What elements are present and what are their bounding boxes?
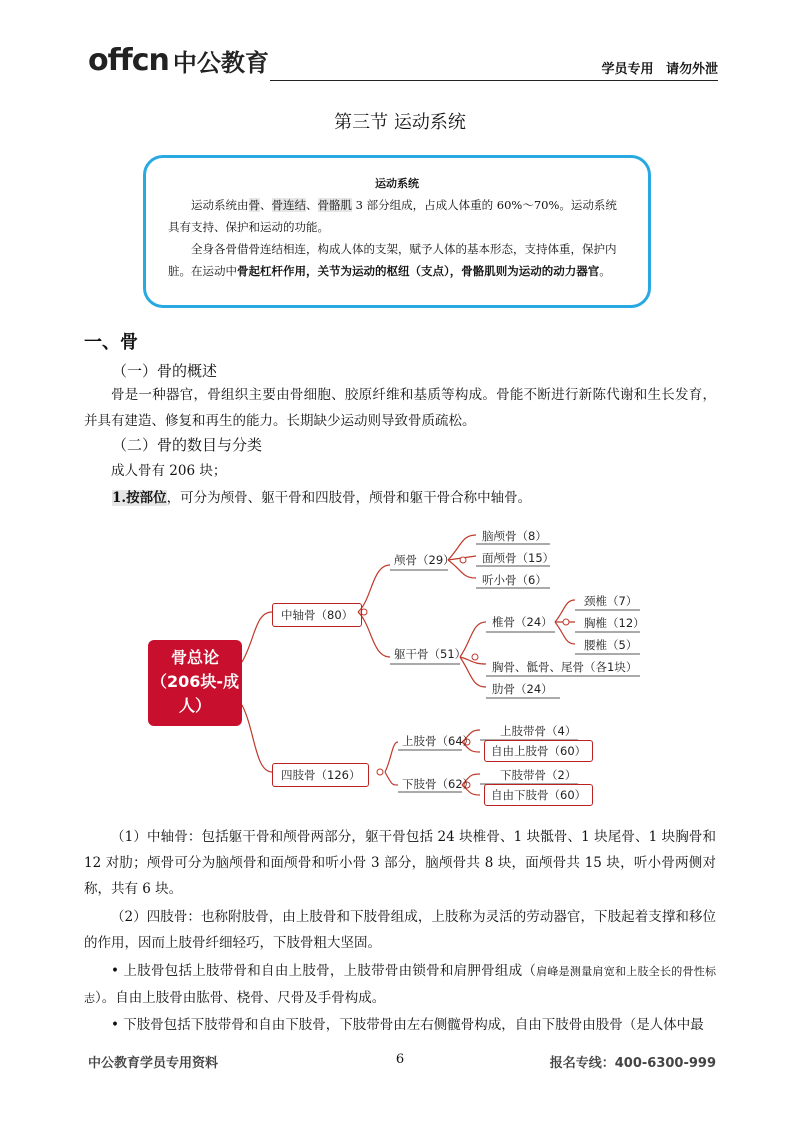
- node-thoracic: 胸椎（12）: [584, 616, 645, 630]
- callout-text: 全身各骨借骨连结相连，构成人体的支架，赋予人体的基本形态，支持体重，保护内脏。在运动中: [168, 242, 617, 278]
- node-ribs: 肋骨（24）: [492, 682, 553, 696]
- limb-paragraph: （2）四肢骨：也称附肢骨，由上肢骨和下肢骨组成，上肢称为灵活的劳动器官，下肢起着支撑和移位的作用，因而上肢骨纤细轻巧，下肢骨粗大坚固。: [84, 909, 716, 951]
- node-lower-girdle: 下肢带骨（2）: [500, 768, 577, 782]
- node-facial: 面颅骨（15）: [482, 551, 555, 565]
- callout-text: 3 部分组成，占成人体重的 60%～70%。运动系统具有支持、保护和运动的功能。: [168, 198, 617, 234]
- node-free-lower: 自由下肢骨（60）: [484, 784, 593, 806]
- node-upper-girdle: 上肢带骨（4）: [500, 724, 577, 738]
- node-axial: 中轴骨（80）: [272, 603, 362, 627]
- page-number: 6: [395, 1052, 405, 1067]
- bullet-note: 肩峰是测量肩宽和上肢全长的骨性标志: [84, 965, 716, 1005]
- node-upper-limb: 上肢骨（64）: [402, 734, 475, 748]
- heading-count: （二）骨的数目与分类: [112, 436, 263, 454]
- callout-text: 、: [306, 198, 318, 212]
- bullet-text: • 上肢骨包括上肢带骨和自由上肢骨，上肢带骨由锁骨和肩胛骨组成（: [111, 963, 537, 979]
- node-lower-limb: 下肢骨（62）: [402, 777, 475, 791]
- by-part-text: ，可分为颅骨、躯干骨和四肢骨，颅骨和躯干骨合称中轴骨。: [166, 490, 532, 506]
- section-title: 第三节 运动系统: [334, 112, 466, 133]
- node-trunk: 躯干骨（51）: [394, 647, 467, 661]
- node-lumbar: 腰椎（5）: [584, 638, 638, 652]
- footer-left: 中公教育学员专用资料: [88, 1056, 219, 1071]
- node-free-upper: 自由上肢骨（60）: [484, 740, 593, 762]
- overview-paragraph: 骨是一种器官，骨组织主要由骨细胞、胶原纤维和基质等构成。骨能不断进行新陈代谢和生长发育，并具有建造、修复和再生的能力。长期缺少运动则导致骨质疏松。: [84, 387, 716, 429]
- logo-en: offcn: [88, 43, 169, 78]
- node-cervical: 颈椎（7）: [584, 594, 638, 608]
- node-ossicles: 听小骨（6）: [482, 573, 547, 587]
- header-notice: 学员专用 请勿外泄: [601, 62, 718, 77]
- highlight-joint: 骨连结: [271, 198, 306, 212]
- callout-title: 运动系统: [375, 177, 419, 190]
- callout-text: 、: [260, 198, 272, 212]
- heading-bone: 一、骨: [84, 332, 138, 353]
- upper-limb-bullet: [84, 958, 716, 1012]
- count-paragraph: 成人骨有 206 块；: [111, 463, 227, 479]
- highlight-muscle: 骨骼肌: [317, 198, 352, 212]
- highlight-bone: 骨: [248, 198, 260, 212]
- node-cranial: 脑颅骨（8）: [482, 529, 547, 543]
- by-part-label: 1.按部位: [112, 490, 167, 506]
- node-sternum: 胸骨、骶骨、尾骨（各1块）: [492, 660, 638, 674]
- node-skull: 颅骨（29）: [394, 553, 455, 567]
- bullet-text: ）。自由上肢骨由肱骨、桡骨、尺骨及手骨构成。: [95, 990, 386, 1006]
- node-limb: 四肢骨（126）: [272, 763, 369, 787]
- callout-bold: 骨起杠杆作用，关节为运动的枢纽（支点），骨骼肌则为运动的动力器官: [237, 264, 600, 278]
- callout-text: 。: [599, 264, 611, 278]
- node-vertebrae: 椎骨（24）: [492, 615, 553, 629]
- footer-hotline: 报名专线：400-6300-999: [549, 1056, 716, 1071]
- logo-cn: 中公教育: [172, 49, 269, 77]
- mindmap-root: 骨总论（206块-成人）: [148, 640, 242, 726]
- lower-limb-bullet: • 下肢骨包括下肢带骨和自由下肢骨，下肢带骨由左右侧髋骨构成，自由下肢骨由股骨（是人体中最: [111, 1017, 704, 1033]
- axial-paragraph: （1）中轴骨：包括躯干骨和颅骨两部分，躯干骨包括 24 块椎骨、1 块骶骨、1 块尾骨、1 块胸骨和 12 对肋；颅骨可分为脑颅骨和面颅骨和听小骨 3 部分，脑颅骨共 8 块，面颅骨共 15 块，听小骨两侧对称，共有 6 块。: [84, 829, 716, 897]
- heading-overview: （一）骨的概述: [112, 362, 218, 380]
- callout-text: 运动系统由: [191, 198, 249, 212]
